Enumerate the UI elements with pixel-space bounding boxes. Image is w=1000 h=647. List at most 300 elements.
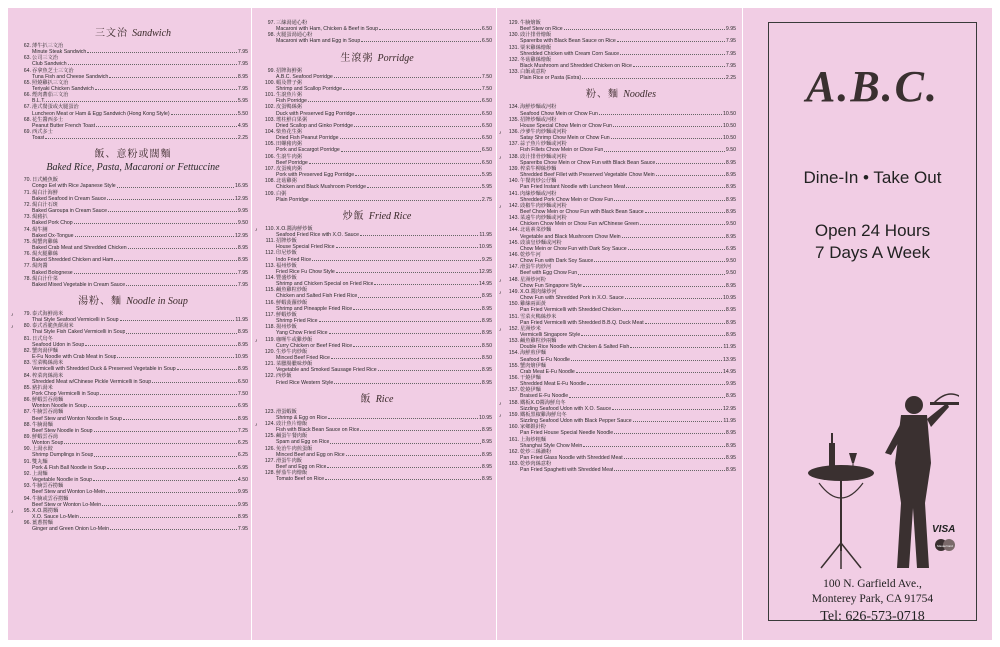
item-price: 7.95 — [725, 50, 736, 57]
item-price: 5.95 — [481, 184, 492, 191]
item-name-zh: 海鮮煎伊麵 — [520, 350, 546, 357]
item-number: 62. — [23, 43, 31, 49]
item-name-en: Shrimp Fried Rice — [276, 318, 318, 325]
menu-item — [262, 287, 492, 299]
item-line — [520, 75, 736, 81]
leader-dots — [74, 270, 237, 274]
menu-item — [506, 301, 736, 313]
item-number: 155. — [508, 362, 519, 369]
leader-dots — [617, 38, 725, 42]
leader-dots — [64, 440, 237, 444]
menu-item — [262, 166, 492, 178]
item-name-en: Club Sandwich — [32, 61, 67, 68]
item-number: 87. — [23, 409, 31, 416]
item-price: 5.95 — [481, 172, 492, 179]
item-price: 9.50 — [725, 147, 736, 154]
menu-item — [506, 141, 736, 153]
menu-item — [262, 92, 492, 104]
item-price: 8.95 — [237, 513, 248, 520]
item-name-zh: 滑蛋牛肉飯 — [276, 457, 302, 464]
menu-item — [506, 240, 736, 252]
menu-item — [499, 325, 736, 338]
item-number: 137. — [508, 141, 519, 148]
menu-item — [262, 68, 492, 80]
item-number: 158. — [508, 399, 519, 406]
menu-item — [255, 336, 492, 349]
item-price: 6.25 — [237, 440, 248, 447]
menu-item — [506, 350, 736, 362]
menu-item — [506, 227, 736, 239]
leader-dots — [75, 233, 234, 237]
item-number: 162. — [508, 448, 519, 455]
item-number: 85. — [23, 384, 31, 391]
item-line — [520, 406, 736, 412]
item-line — [520, 221, 736, 227]
item-name-zh: 上湯水餃 — [32, 446, 53, 453]
item-name-en: Black Mushroom and Shredded Chicken on Rice — [520, 62, 632, 69]
menu-item — [499, 411, 736, 424]
item-line — [32, 74, 248, 80]
menu-item — [18, 263, 248, 275]
item-name-en: Minced Beef Fried Rice — [276, 354, 330, 361]
item-name-en: Plain Rice or Pasta (Extra) — [520, 75, 582, 82]
item-name-zh: 上湯麵 — [32, 470, 48, 477]
leader-dots — [571, 357, 722, 361]
menu-item — [506, 264, 736, 276]
item-line — [276, 86, 492, 92]
section-title-zh: 飯、意粉或闊麵 — [94, 149, 172, 161]
menu-item — [262, 117, 492, 129]
item-name-zh: 焗牛脷 — [32, 226, 48, 233]
item-price: 8.95 — [481, 330, 492, 337]
item-line — [32, 391, 248, 397]
item-name-en: Pan Fried Vermicelli with Shredded Chicken — [520, 307, 621, 314]
item-name-en: Sizzling Seafood Udon with X.O. Sauce — [520, 405, 612, 412]
item-price: 13.95 — [723, 356, 736, 363]
item-line — [520, 344, 736, 350]
item-price: 8.95 — [481, 476, 492, 483]
item-line — [32, 502, 248, 508]
item-name-en: Beef Stew and Wonton Noodle in Soup — [32, 415, 122, 422]
item-number: 79. — [23, 311, 31, 318]
item-price: 8.95 — [725, 430, 736, 437]
item-price: 2.25 — [725, 75, 736, 82]
item-name-en: Thai Style Seafood Vermicelli in Soup — [32, 317, 119, 324]
item-line — [32, 245, 248, 251]
leader-dots — [331, 355, 481, 359]
item-price: 7.25 — [237, 427, 248, 434]
item-name-zh: 煙肉蕃茄三文治 — [32, 92, 69, 99]
section-title-zh: 三文治 — [94, 28, 128, 39]
item-name-en: Plain Porridge — [276, 196, 309, 203]
menu-item — [506, 117, 736, 129]
menu-item — [18, 55, 248, 67]
item-line — [276, 318, 492, 324]
item-line — [276, 269, 492, 275]
item-name-zh: 招牌海鮮粥 — [276, 67, 302, 74]
item-name-en: Crab Meat E-Fu Noodle — [520, 368, 575, 375]
section-title-zh: 飯 — [360, 393, 372, 405]
item-line — [32, 257, 248, 263]
item-name-en: Satay Shrimp Chow Mein or Chow Fun — [520, 135, 610, 142]
leader-dots — [583, 443, 725, 447]
item-number: 81. — [23, 335, 31, 342]
item-number: 96. — [23, 520, 31, 527]
menu-item — [18, 336, 248, 348]
leader-dots — [96, 123, 237, 127]
item-line — [520, 147, 736, 153]
item-price: 2.25 — [237, 135, 248, 142]
item-number: 89. — [23, 434, 31, 441]
leader-dots — [622, 234, 725, 238]
item-name-zh: 蒜子魚片炒麵或河粉 — [520, 141, 567, 148]
menu-item — [506, 314, 736, 326]
menu-item — [262, 20, 492, 32]
item-name-en: Pork with Preserved Egg Porridge — [276, 172, 355, 179]
item-price: 7.95 — [237, 49, 248, 56]
item-price: 12.95 — [235, 195, 248, 202]
item-name-en: Thai Style Fish Caked Vermicelli in Soup — [32, 329, 126, 336]
item-price: 7.95 — [237, 85, 248, 92]
item-price: 11.95 — [723, 344, 736, 351]
item-price: 8.95 — [237, 73, 248, 80]
item-number: 131. — [508, 44, 519, 51]
item-name-en: Luncheon Meat or Ham & Egg Sandwich (Hong Kong Style) — [32, 110, 170, 117]
item-line — [32, 416, 248, 422]
menu-item — [262, 154, 492, 166]
leader-dots — [630, 344, 722, 348]
item-name-zh: 菜遠牛肉炒麵或河粉 — [520, 215, 567, 222]
item-name-en: Spam and Egg on Rice — [276, 439, 330, 446]
leader-dots — [117, 354, 234, 358]
item-name-zh: 咖喱牛或雞炒飯 — [276, 336, 313, 343]
leader-dots — [378, 367, 481, 371]
leader-dots — [612, 406, 722, 410]
item-line — [520, 295, 736, 301]
menu-item — [18, 251, 248, 263]
spicy-marker-icon: ♪ — [499, 277, 502, 284]
item-name-en: Vegetable Noodle in Soup — [32, 477, 92, 483]
leader-dots — [87, 49, 237, 53]
item-name-zh: 生滾牛肉粥 — [276, 153, 302, 160]
leader-dots — [614, 430, 725, 434]
item-line — [276, 343, 492, 349]
leader-dots — [177, 366, 237, 370]
item-number: 72. — [23, 201, 31, 208]
mastercard-label: MasterCard — [937, 544, 953, 548]
item-number: 133. — [508, 69, 519, 76]
menu-item — [18, 92, 248, 104]
item-line — [520, 307, 736, 313]
item-price: 8.95 — [481, 305, 492, 312]
item-number: 76. — [23, 251, 31, 258]
menu-item — [506, 437, 736, 449]
spicy-marker-icon: ♪ — [499, 289, 502, 296]
item-line — [520, 430, 736, 436]
item-name-en: Beef Chow Mein or Chow Fun with Black Bean Sauce — [520, 208, 644, 215]
item-number: 98. — [267, 32, 275, 39]
item-price: 8.95 — [481, 367, 492, 374]
leader-dots — [581, 332, 725, 336]
item-price: 9.95 — [237, 208, 248, 215]
item-price: 7.95 — [237, 526, 248, 533]
item-price: 12.95 — [235, 232, 248, 239]
item-number: 141. — [508, 190, 519, 197]
menu-item — [499, 399, 736, 412]
item-number: 112. — [265, 250, 275, 257]
item-name-zh: 海鮮炒麵或河粉 — [520, 104, 557, 111]
leader-dots — [123, 416, 237, 420]
item-number: 74. — [23, 226, 31, 233]
item-name-en: Baked Garoupa in Cream Sauce — [32, 208, 107, 215]
item-name-en: Shrimp & Egg on Rice — [276, 414, 328, 421]
section-title — [18, 24, 248, 39]
item-price: 14.95 — [723, 368, 736, 375]
menu-item — [262, 312, 492, 324]
item-name-en: A.B.C. Seafood Porridge — [276, 73, 333, 80]
item-price: 8.95 — [725, 442, 736, 449]
item-number: 70. — [23, 177, 31, 184]
item-number: 105. — [264, 141, 275, 148]
item-name-zh: 牛腩燴飯 — [520, 20, 541, 26]
item-number: 115. — [265, 287, 275, 294]
item-number: 161. — [508, 436, 519, 443]
leader-dots — [171, 111, 237, 115]
item-line — [276, 415, 492, 421]
item-name-en: Baked Mixed Vegetable in Cream Sauce — [32, 281, 126, 288]
item-line — [520, 26, 736, 32]
section-title — [18, 145, 248, 160]
leader-dots — [74, 220, 237, 224]
menu-item — [506, 166, 736, 178]
item-price: 9.50 — [237, 220, 248, 227]
leader-dots — [312, 257, 481, 261]
item-number: 111. — [265, 238, 275, 245]
item-line — [276, 452, 492, 458]
item-name-en: Fried Rice Western Style — [276, 379, 334, 386]
item-name-en: Duck with Preserved Egg Porridge — [276, 110, 356, 117]
menu-column — [255, 20, 492, 483]
address-line: Monterey Park, CA 91754 — [811, 593, 934, 605]
item-number: 149. — [508, 288, 519, 295]
item-name-zh: 蝦及帶子粥 — [276, 79, 302, 86]
item-name-zh: 粟米雞絲燴飯 — [520, 44, 552, 51]
item-line — [520, 393, 736, 399]
leader-dots — [334, 74, 481, 78]
item-price: 8.95 — [725, 196, 736, 203]
leader-dots — [360, 427, 481, 431]
leader-dots — [576, 369, 722, 373]
item-name-en: Spareribs Chow Mein or Chow Fun with Black Bean Sauce — [520, 159, 656, 166]
item-name-zh: 上海炒粗麵 — [520, 436, 546, 443]
leader-dots — [360, 232, 478, 236]
item-line — [276, 232, 492, 238]
leader-dots — [100, 391, 237, 395]
item-name-zh: 鮮蝦炒飯 — [276, 311, 297, 318]
menu-item — [262, 361, 492, 373]
item-price: 12.95 — [479, 268, 492, 275]
item-name-zh: X.O.醬撈麵 — [32, 507, 59, 514]
item-number: 91. — [23, 458, 31, 465]
leader-dots — [379, 26, 481, 30]
item-price: 8.95 — [481, 464, 492, 470]
item-name-en: Fish Porridge — [276, 98, 307, 105]
leader-dots — [126, 329, 236, 333]
item-price: 6.50 — [481, 98, 492, 105]
item-price: 6.50 — [237, 378, 248, 385]
item-name-zh: 薑蔥撈麵 — [32, 520, 53, 527]
section-title-en: Porridge — [377, 52, 414, 64]
item-number: 107. — [264, 165, 275, 172]
item-line — [32, 403, 248, 409]
menu-item — [18, 239, 248, 251]
item-name-en: Pan Fried Glass Noodle with Shredded Meat — [520, 454, 623, 461]
item-price: 8.95 — [725, 208, 736, 215]
item-price: 9.95 — [237, 501, 248, 508]
spicy-marker-icon: ♪ — [255, 422, 258, 429]
section-title-zh: 生滾粥 — [340, 52, 374, 64]
item-name-zh: 鹹魚雞粒炒兩麵 — [520, 338, 557, 345]
item-number: 65. — [23, 79, 31, 86]
item-line — [520, 234, 736, 240]
item-name-zh: 豉汁排骨燴飯 — [520, 32, 552, 39]
item-number: 154. — [508, 350, 519, 357]
item-name-en: Toast — [32, 135, 45, 142]
item-number: 134. — [508, 104, 519, 111]
item-number: 132. — [508, 56, 519, 63]
item-name-en: Shrimp and Pineapple Fried Rice — [276, 305, 353, 312]
item-line — [32, 61, 248, 67]
spicy-marker-icon: ♪ — [255, 337, 258, 344]
leader-dots — [94, 452, 236, 456]
item-name-en: House Special Chow Mein or Chow Fun — [520, 122, 612, 129]
leader-dots — [107, 196, 234, 200]
item-line — [520, 197, 736, 203]
item-line — [32, 135, 248, 141]
item-name-en: Shrimp and Chicken Special on Fried Rice — [276, 281, 374, 288]
hours-line: Open 24 Hours — [814, 221, 931, 240]
item-name-en: Vegetable and Smoked Sausage Fried Rice — [276, 367, 377, 374]
menu-column — [11, 20, 248, 533]
leader-dots — [564, 26, 725, 30]
item-price: 9.95 — [725, 381, 736, 388]
item-number: 67. — [23, 104, 31, 111]
item-name-en: Fish with Black Bean Sauce on Rice — [276, 427, 360, 434]
restaurant-logo: A.B.C. — [805, 62, 940, 111]
item-price: 2.75 — [481, 196, 492, 203]
item-name-zh: 豉汁魚片燴飯 — [276, 421, 308, 428]
item-price: 10.95 — [479, 414, 492, 421]
spicy-marker-icon: ♪ — [499, 326, 502, 333]
leader-dots — [329, 330, 481, 334]
menu-item — [506, 363, 736, 375]
menu-item — [262, 324, 492, 336]
item-price: 8.95 — [237, 366, 248, 373]
menu-item — [262, 32, 492, 44]
item-name-en: Chow Fun Singapore Style — [520, 282, 582, 289]
item-name-zh: 焗肉醬 — [32, 263, 48, 270]
menu-item — [506, 375, 736, 387]
item-number: 118. — [265, 324, 275, 331]
item-line — [520, 443, 736, 449]
item-name-zh: 鐵板黑椒雞海鮮烏冬 — [520, 411, 567, 418]
item-price: 10.50 — [723, 122, 736, 129]
leader-dots — [308, 98, 481, 102]
item-number: 92. — [23, 470, 31, 477]
leader-dots — [587, 381, 725, 385]
menu-item — [18, 80, 248, 92]
menu-item — [262, 409, 492, 421]
leader-dots — [569, 393, 725, 397]
leader-dots — [622, 307, 725, 311]
menu-item — [18, 202, 248, 214]
item-number: 143. — [508, 215, 519, 222]
leader-dots — [336, 269, 478, 273]
item-name-en: Tuna Fish and Cheese Sandwich — [32, 73, 109, 80]
item-price: 6.50 — [481, 147, 492, 154]
item-number: 145. — [508, 239, 519, 246]
item-price: 8.95 — [725, 393, 736, 400]
item-number: 86. — [23, 397, 31, 404]
leader-dots — [327, 464, 480, 468]
item-line — [520, 270, 736, 276]
item-number: 159. — [508, 411, 519, 418]
item-name-zh: 鹹魚雞粒炒飯 — [276, 287, 308, 294]
item-number: 136. — [508, 129, 519, 136]
item-number: 108. — [264, 178, 275, 185]
menu-item — [18, 104, 248, 116]
leader-dots — [85, 342, 237, 346]
leader-dots — [93, 477, 237, 481]
item-line — [32, 428, 248, 434]
menu-item — [506, 424, 736, 436]
menu-item — [506, 45, 736, 57]
item-line — [520, 246, 736, 252]
menu-item — [18, 276, 248, 288]
item-number: 135. — [508, 116, 519, 123]
item-name-zh: 港式餐蛋或火腿蛋治 — [32, 104, 79, 111]
menu-item — [262, 80, 492, 92]
item-price: 8.50 — [481, 342, 492, 349]
item-line — [32, 465, 248, 471]
service-type: Dine-In • Take Out — [803, 168, 942, 187]
item-price: 5.50 — [237, 110, 248, 117]
section-title — [262, 49, 492, 64]
item-price: 7.50 — [481, 73, 492, 80]
item-line — [276, 147, 492, 153]
item-price: 7.95 — [725, 62, 736, 69]
leader-dots — [356, 111, 481, 115]
item-price: 16.95 — [235, 183, 248, 190]
item-line — [276, 172, 492, 178]
menu-item — [262, 129, 492, 141]
item-price: 6.25 — [237, 452, 248, 459]
item-name-zh: 西炒飯 — [276, 373, 292, 380]
section-title — [18, 292, 248, 307]
leader-dots — [106, 489, 237, 493]
item-price: 8.95 — [725, 454, 736, 461]
leader-dots — [310, 197, 481, 201]
item-price: 10.95 — [479, 244, 492, 251]
menu-item — [499, 276, 736, 289]
menu-item — [506, 338, 736, 350]
menu-item — [506, 178, 736, 190]
item-number: 95. — [23, 507, 31, 514]
item-name-zh: 雪菜火鴨絲炒米 — [520, 313, 557, 320]
item-line — [32, 514, 248, 520]
section-title-en: Fried Rice — [368, 210, 412, 222]
item-name-en: House Special Fried Rice — [276, 244, 335, 251]
